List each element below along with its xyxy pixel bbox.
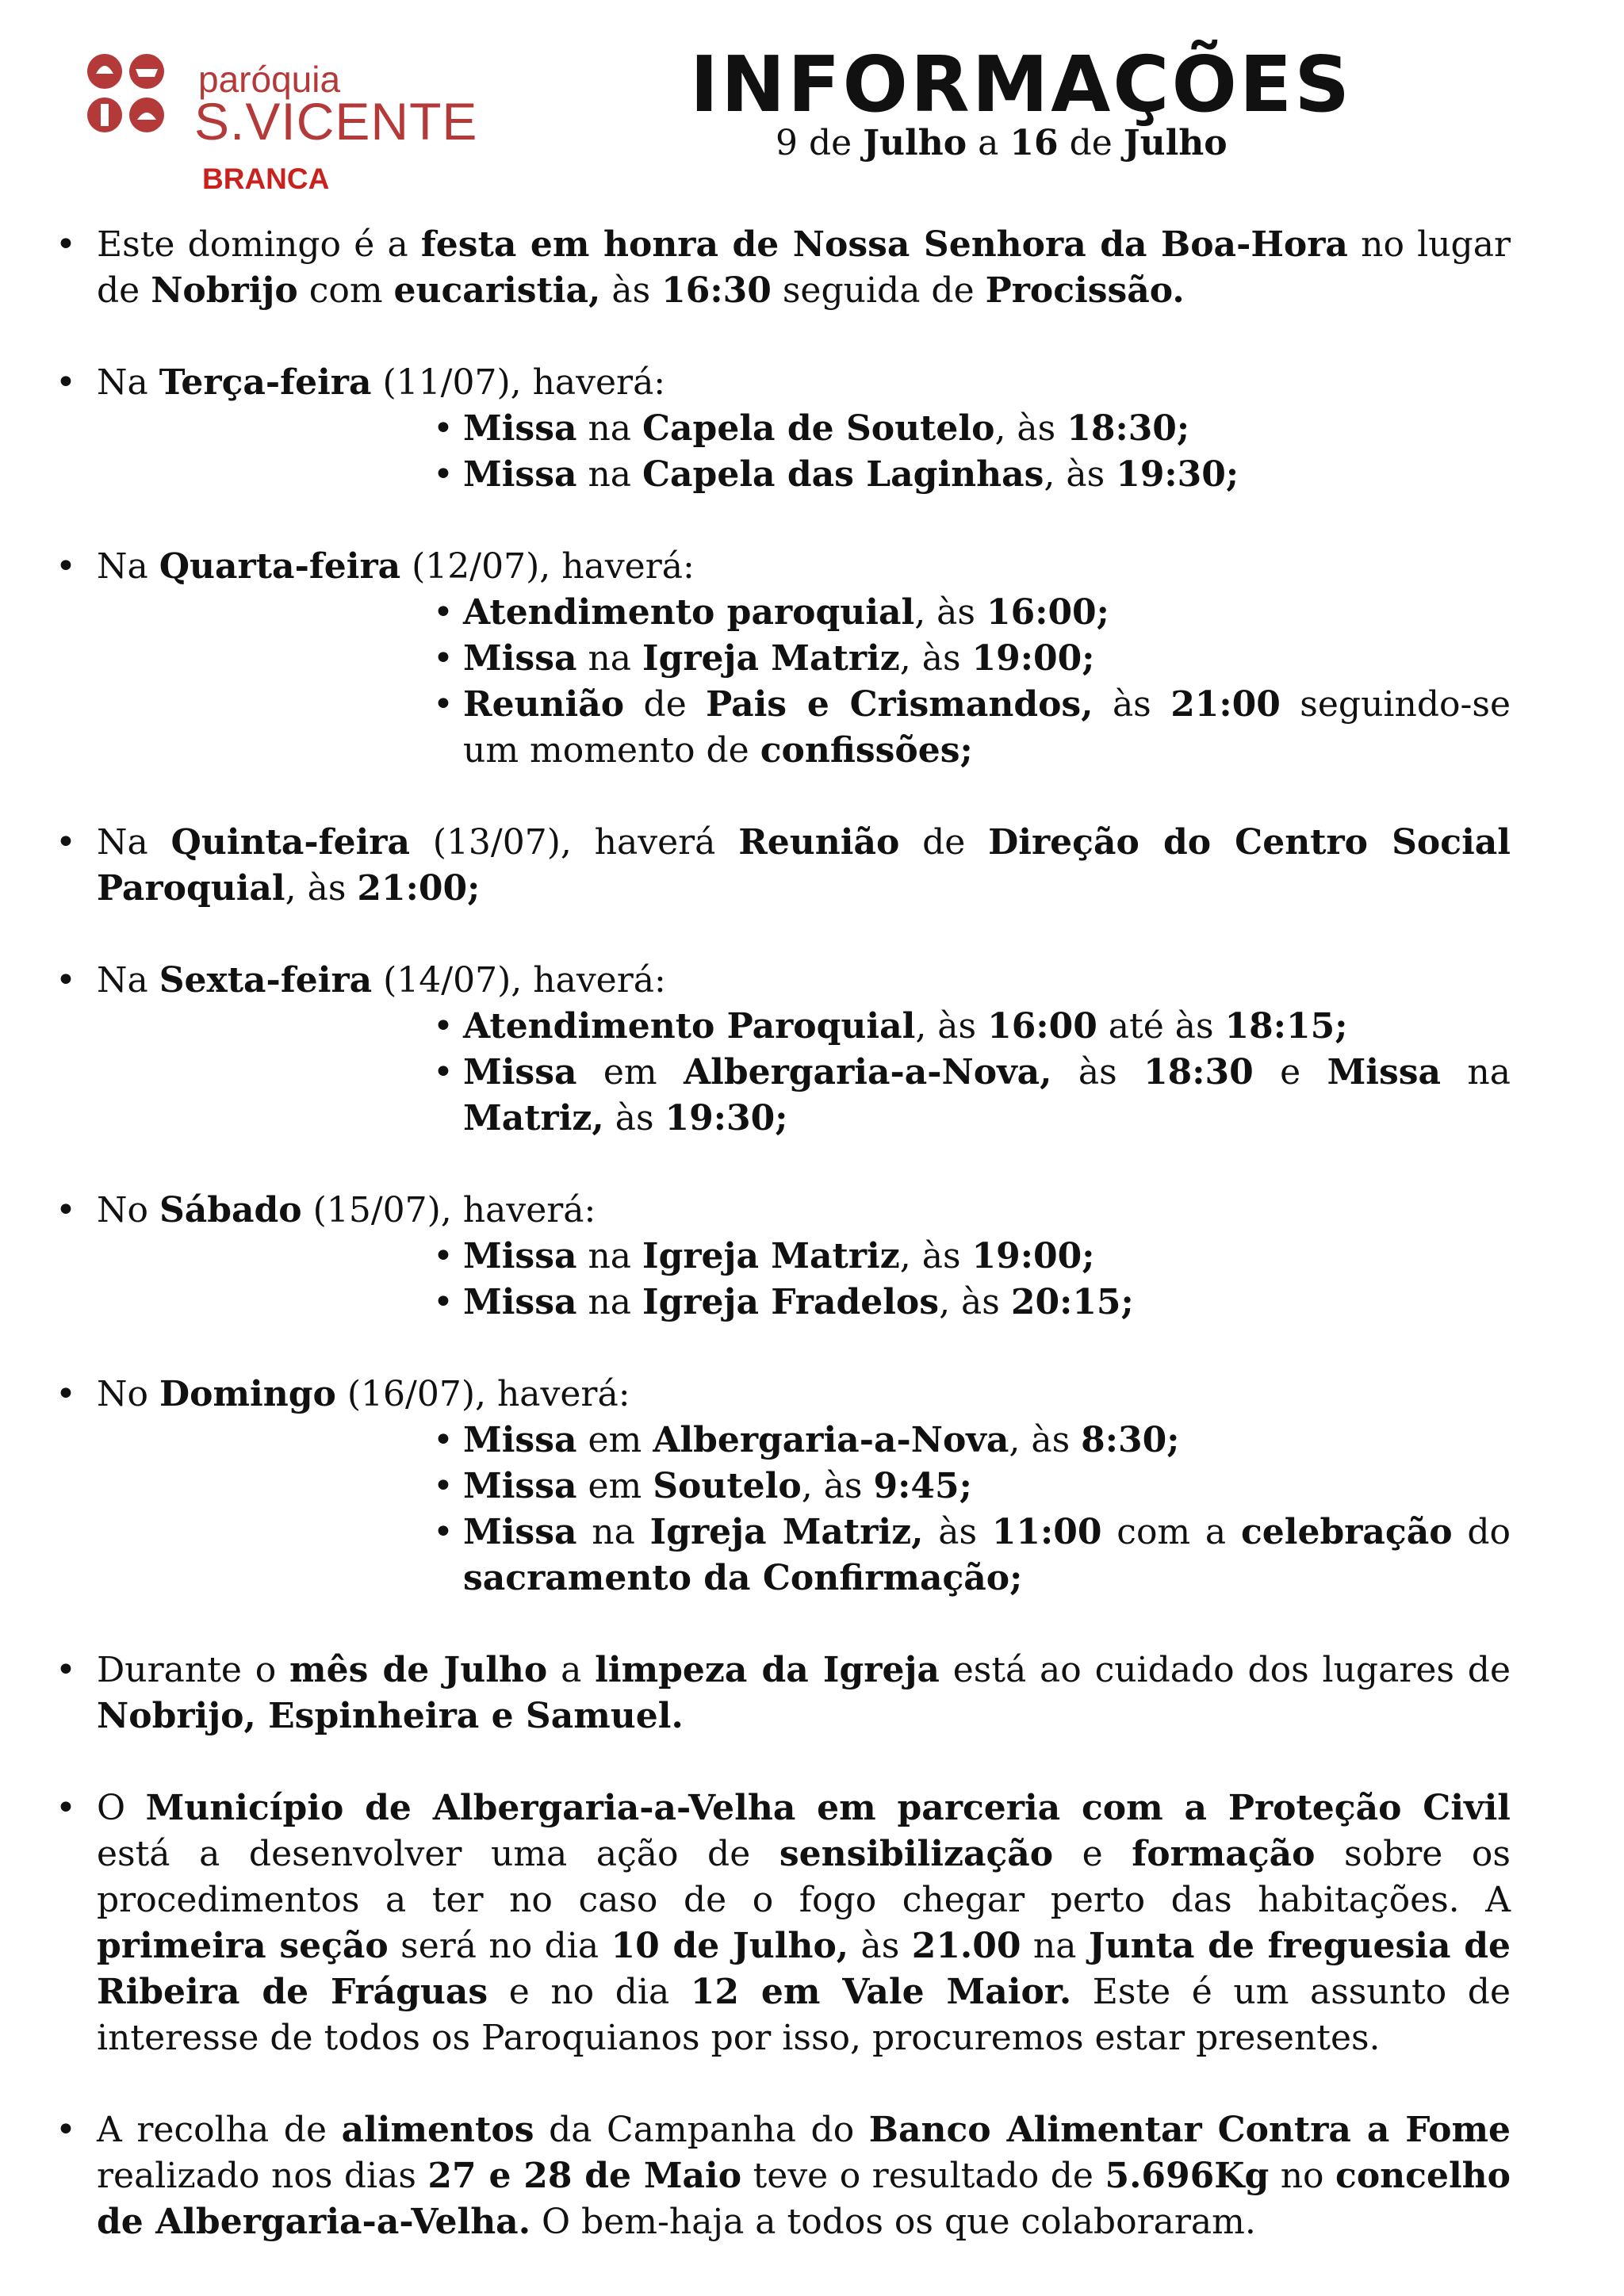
- parish-emblem-icon: [83, 50, 170, 137]
- list-item: • Missa na Igreja Matriz, às 19:00;: [438, 636, 1511, 682]
- domingo-events: [97, 1418, 1511, 1601]
- announcement-boa-hora: • Este domingo é a festa em honra de Nossa Senhora da Boa-Hora no lugar de Nobrijo com eucaristia, às 16:30 seguida de Procissão.: [56, 222, 1511, 314]
- list-item: • Missa em Albergaria-a-Nova, às 18:30 e Missa na Matriz, às 19:30;: [438, 1050, 1511, 1142]
- announcement-quarta: • Na Quarta-feira (12/07), haverá: • Atendimento paroquial, às 16:00; • Missa na Igreja Matriz, às 19:00; • Reunião de Pais e Crismandos, às 21:00 seguindo-se um momento de confissões;: [56, 544, 1511, 774]
- date-range: 9 de Julho a 16 de Julho: [776, 123, 1228, 163]
- parish-logo: [83, 44, 478, 202]
- quarta-events: [97, 590, 1511, 774]
- announcement-municipio: • O Município de Albergaria-a-Velha em parceria com a Proteção Civil está a desenvolver uma ação de sensibilização e formação sobre os procedimentos a ter no caso de o fogo chegar perto das habitações. A primeira seção será no dia 10 de Julho, às 21.00 na Junta de freguesia de Ribeira de Fráguas e no dia 12 em Vale Maior. Este é um assunto de interesse de todos os Paroquianos por isso, procuremos estar presentes.: [56, 1785, 1511, 2061]
- announcement-banco-alimentar: • A recolha de alimentos da Campanha do Banco Alimentar Contra a Fome realizado nos dias 27 e 28 de Maio teve o resultado de 5.696Kg no concelho de Albergaria-a-Velha. O bem-haja a todos os que colaboraram.: [56, 2107, 1511, 2245]
- list-item: • Atendimento paroquial, às 16:00;: [438, 590, 1511, 636]
- list-item: • Missa na Igreja Matriz, às 19:00;: [438, 1234, 1511, 1280]
- announcement-terca: • Na Terça-feira (11/07), haverá: • Missa na Capela de Soutelo, às 18:30; • Missa na Capela das Laginhas, às 19:30;: [56, 360, 1511, 498]
- sabado-events: [97, 1234, 1511, 1326]
- announcement-quinta: • Na Quinta-feira (13/07), haverá Reunião de Direção do Centro Social Paroquial, às 21:00;: [56, 820, 1511, 912]
- logo-word-paroquia: paróquia: [198, 59, 341, 100]
- logo-tag-branca: BRANCA: [202, 163, 330, 195]
- list-item: • Missa na Igreja Matriz, às 11:00 com a celebração do sacramento da Confirmação;: [438, 1510, 1511, 1601]
- announcement-domingo: • No Domingo (16/07), haverá: • Missa em Albergaria-a-Nova, às 8:30; • Missa em Soutelo, às 9:45; • Missa na Igreja Matriz, às 11:00 com a celebração do sacramento da Confirmação;: [56, 1372, 1511, 1601]
- list-item: • Reunião de Pais e Crismandos, às 21:00 seguindo-se um momento de confissões;: [438, 682, 1511, 774]
- terca-events: [97, 406, 1511, 498]
- announcement-limpeza: • Durante o mês de Julho a limpeza da Igreja está ao cuidado dos lugares de Nobrijo, Espinheira e Samuel.: [56, 1647, 1511, 1739]
- list-item: • Missa em Soutelo, às 9:45;: [438, 1464, 1511, 1510]
- announcement-sexta: • Na Sexta-feira (14/07), haverá: • Atendimento Paroquial, às 16:00 até às 18:15; • Missa em Albergaria-a-Nova, às 18:30 e Missa na Matriz, às 19:30;: [56, 958, 1511, 1142]
- list-item: • Missa em Albergaria-a-Nova, às 8:30;: [438, 1418, 1511, 1464]
- list-item: • Missa na Igreja Fradelos, às 20:15;: [438, 1280, 1511, 1326]
- announcement-sabado: • No Sábado (15/07), haverá: • Missa na Igreja Matriz, às 19:00; • Missa na Igreja Fradelos, às 20:15;: [56, 1188, 1511, 1326]
- sexta-events: [97, 1004, 1511, 1142]
- list-item: • Missa na Capela de Soutelo, às 18:30;: [438, 406, 1511, 452]
- list-item: • Missa na Capela das Laginhas, às 19:30;: [438, 452, 1511, 498]
- announcements-list: [56, 222, 1511, 2291]
- page-title: INFORMAÇÕES: [690, 40, 1353, 129]
- list-item: • Atendimento Paroquial, às 16:00 até às 18:15;: [438, 1004, 1511, 1050]
- logo-word-svicente: S.VICENTE: [194, 92, 478, 151]
